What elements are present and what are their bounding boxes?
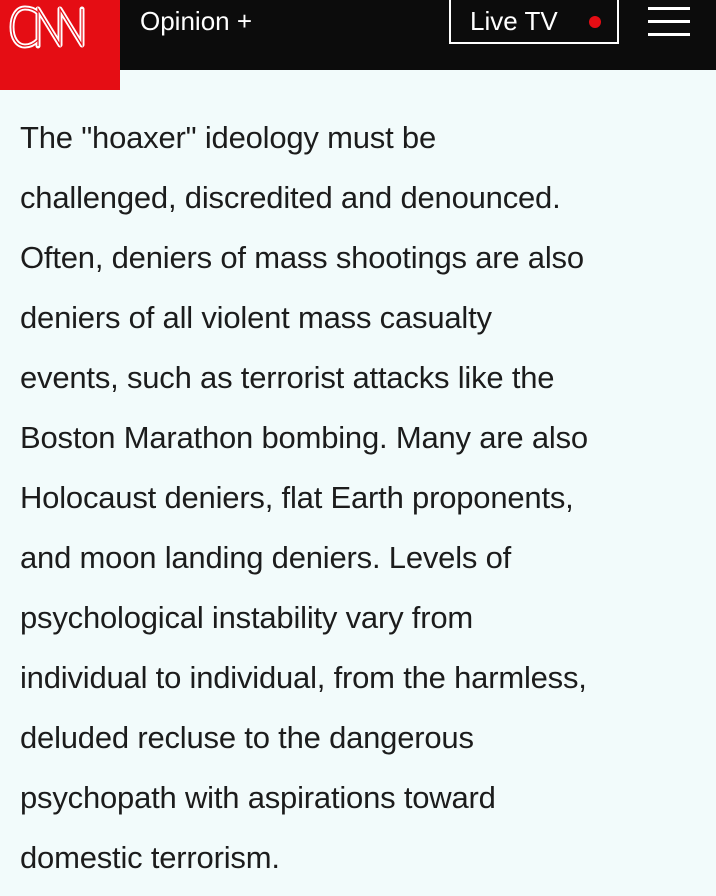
- live-tv-button[interactable]: [449, 0, 619, 44]
- article-line: Boston Marathon bombing. Many are also: [20, 420, 588, 455]
- article-line: Often, deniers of mass shootings are also: [20, 240, 584, 275]
- article-line: deluded recluse to the dangerous: [20, 720, 474, 755]
- article-line: The "hoaxer" ideology must be: [20, 120, 436, 155]
- cnn-logo-link[interactable]: [0, 0, 120, 90]
- menu-bar-middle: [648, 20, 690, 23]
- article-line: and moon landing deniers. Levels of: [20, 540, 512, 575]
- article-line: Holocaust deniers, flat Earth proponents,: [20, 480, 574, 515]
- hamburger-menu-icon[interactable]: [648, 7, 690, 37]
- menu-bar-bottom: [648, 33, 690, 36]
- article-line: domestic terrorism.: [20, 840, 280, 875]
- article-line: events, such as terrorist attacks like the: [20, 360, 555, 395]
- cnn-logo-icon: [8, 4, 110, 50]
- article-line: deniers of all violent mass casualty: [20, 300, 492, 335]
- section-opinion-link[interactable]: Opinion +: [140, 6, 253, 36]
- live-indicator-icon: [589, 16, 601, 28]
- article-line: psychological instability vary from: [20, 600, 474, 635]
- logo-text: CNN: [8, 4, 11, 5]
- article-line: individual to individual, from the harmless,: [20, 660, 587, 695]
- article-line: challenged, discredited and denounced.: [20, 180, 561, 215]
- live-tv-label: Live TV: [470, 6, 558, 36]
- menu-bar-top: [648, 7, 690, 10]
- article-line: psychopath with aspirations toward: [20, 780, 496, 815]
- top-navigation-bar: [0, 0, 716, 70]
- article-paragraph: [20, 108, 710, 888]
